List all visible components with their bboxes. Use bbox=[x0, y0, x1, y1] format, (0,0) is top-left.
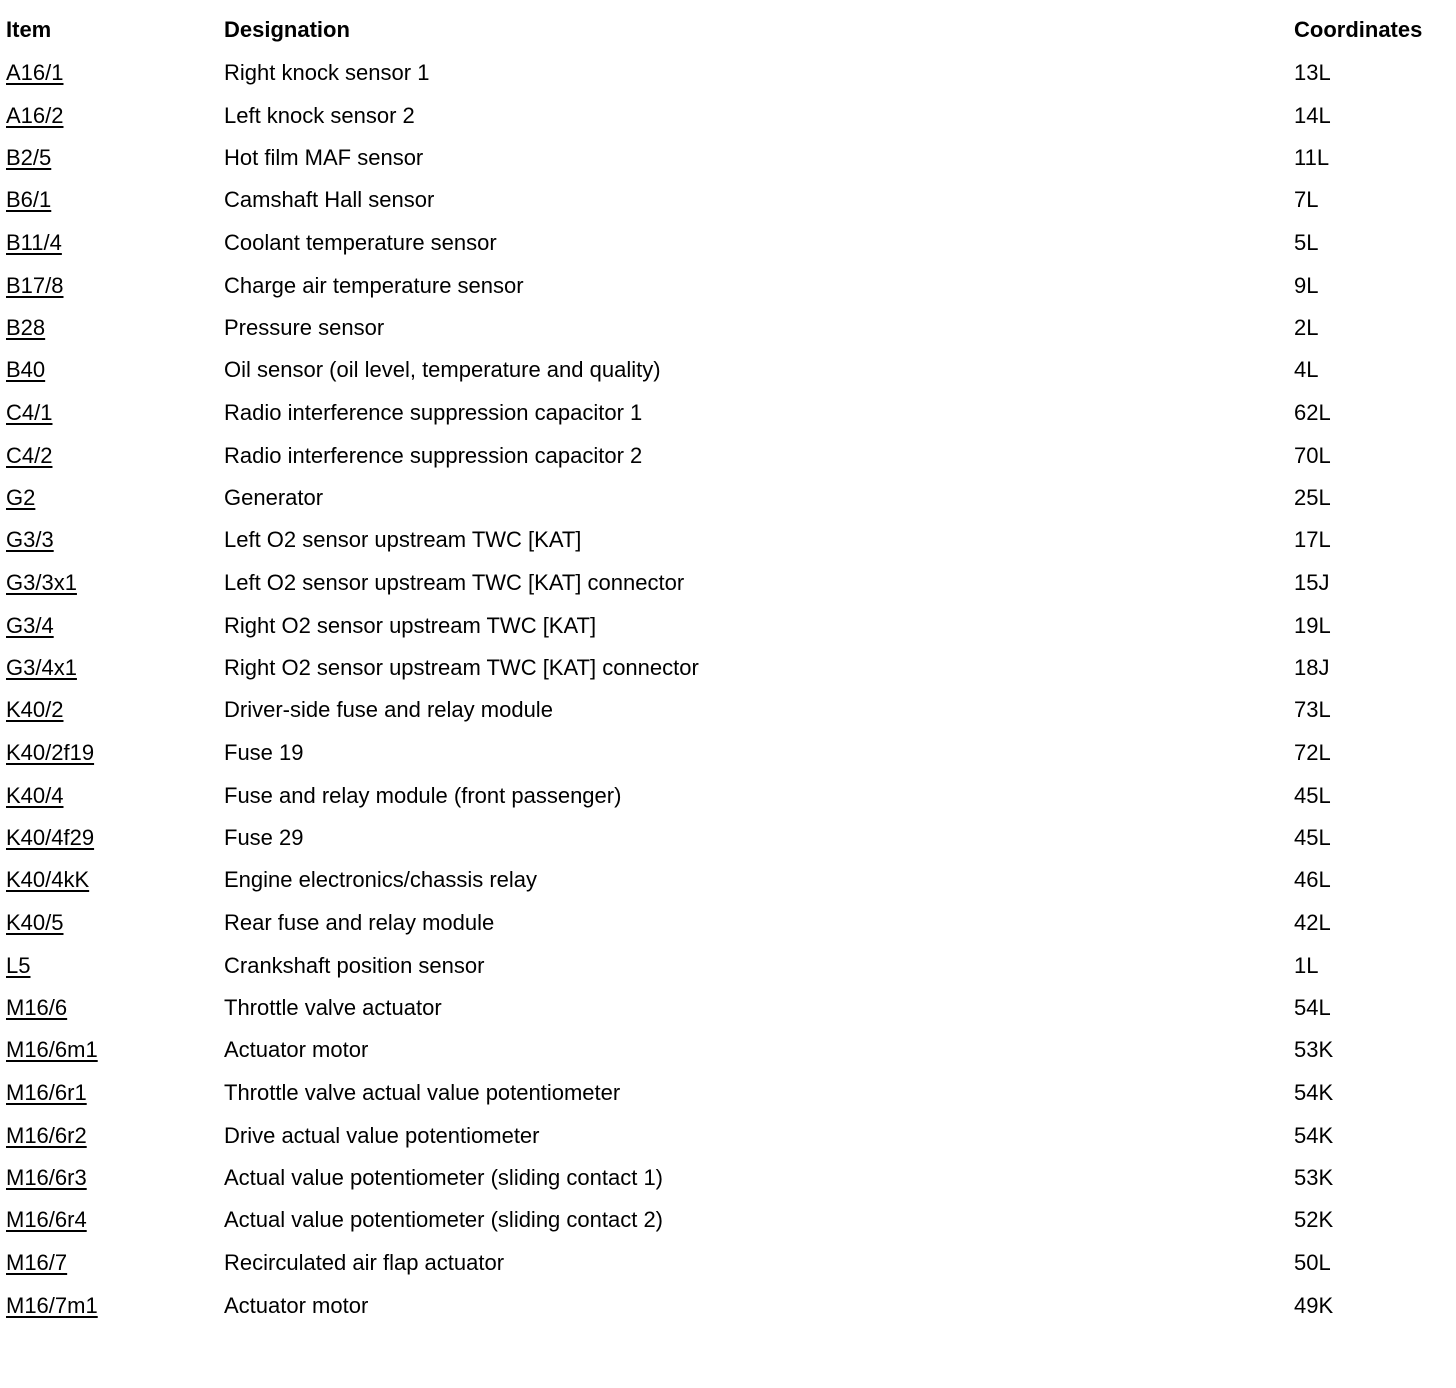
coordinates-cell: 25L bbox=[1294, 485, 1331, 510]
designation-cell: Radio interference suppression capacitor 1 bbox=[224, 400, 643, 425]
coordinates-cell: 2L bbox=[1294, 315, 1319, 340]
item-link[interactable]: C4/2 bbox=[6, 443, 53, 468]
coordinates-cell: 1L bbox=[1294, 953, 1319, 978]
table-row bbox=[0, 1242, 1456, 1284]
table-row bbox=[0, 1115, 1456, 1157]
designation-cell: Fuse and relay module (front passenger) bbox=[224, 783, 622, 808]
coordinates-cell: 19L bbox=[1294, 613, 1331, 638]
table-row bbox=[0, 95, 1456, 137]
table-row bbox=[0, 222, 1456, 264]
item-link[interactable]: G3/4x1 bbox=[6, 655, 77, 680]
item-link[interactable]: K40/4f29 bbox=[6, 825, 95, 850]
table-row bbox=[0, 52, 1456, 94]
item-link[interactable]: A16/2 bbox=[6, 103, 64, 128]
item-link[interactable]: K40/2f19 bbox=[6, 740, 95, 765]
coordinates-cell: 53K bbox=[1294, 1165, 1334, 1190]
designation-cell: Left knock sensor 2 bbox=[224, 103, 415, 128]
item-link[interactable]: B17/8 bbox=[6, 273, 64, 298]
table-row bbox=[0, 987, 1456, 1029]
table-row bbox=[0, 1157, 1456, 1199]
coordinates-cell: 62L bbox=[1294, 400, 1331, 425]
coordinates-cell: 52K bbox=[1294, 1207, 1334, 1232]
table-header bbox=[0, 9, 1456, 51]
designation-cell: Right O2 sensor upstream TWC [KAT] connector bbox=[224, 655, 699, 680]
item-link[interactable]: B2/5 bbox=[6, 145, 52, 170]
designation-cell: Camshaft Hall sensor bbox=[224, 187, 435, 212]
table-row bbox=[0, 1029, 1456, 1071]
designation-cell: Radio interference suppression capacitor 2 bbox=[224, 443, 643, 468]
item-link[interactable]: M16/6r4 bbox=[6, 1207, 87, 1232]
coordinates-cell: 42L bbox=[1294, 910, 1331, 935]
item-link[interactable]: B11/4 bbox=[6, 230, 62, 255]
coordinates-cell: 45L bbox=[1294, 783, 1331, 808]
column-header-item: Item bbox=[6, 17, 52, 42]
designation-cell: Fuse 29 bbox=[224, 825, 304, 850]
item-link[interactable]: K40/5 bbox=[6, 910, 64, 935]
coordinates-cell: 11L bbox=[1294, 145, 1330, 170]
item-link[interactable]: M16/6r1 bbox=[6, 1080, 87, 1105]
table-row bbox=[0, 1072, 1456, 1114]
coordinates-cell: 54L bbox=[1294, 995, 1331, 1020]
table-row bbox=[0, 775, 1456, 817]
item-link[interactable]: M16/6m1 bbox=[6, 1037, 98, 1062]
column-header-coordinates: Coordinates bbox=[1294, 17, 1423, 42]
item-link[interactable]: L5 bbox=[6, 953, 31, 978]
item-link[interactable]: M16/6r2 bbox=[6, 1123, 87, 1148]
designation-cell: Actuator motor bbox=[224, 1037, 369, 1062]
item-link[interactable]: K40/2 bbox=[6, 697, 64, 722]
designation-cell: Hot film MAF sensor bbox=[224, 145, 424, 170]
item-link[interactable]: B6/1 bbox=[6, 187, 52, 212]
coordinates-cell: 4L bbox=[1294, 357, 1319, 382]
table-row bbox=[0, 179, 1456, 221]
designation-cell: Drive actual value potentiometer bbox=[224, 1123, 540, 1148]
table-row bbox=[0, 307, 1456, 349]
item-link[interactable]: A16/1 bbox=[6, 60, 64, 85]
table-row bbox=[0, 647, 1456, 689]
coordinates-cell: 13L bbox=[1294, 60, 1331, 85]
coordinates-cell: 15J bbox=[1294, 570, 1330, 595]
designation-cell: Left O2 sensor upstream TWC [KAT] connector bbox=[224, 570, 685, 595]
designation-cell: Oil sensor (oil level, temperature and quality) bbox=[224, 357, 661, 382]
item-link[interactable]: C4/1 bbox=[6, 400, 53, 425]
table-row bbox=[0, 1199, 1456, 1241]
item-link[interactable]: M16/6 bbox=[6, 995, 68, 1020]
table-row bbox=[0, 519, 1456, 561]
table-row bbox=[0, 137, 1456, 179]
item-link[interactable]: K40/4 bbox=[6, 783, 64, 808]
item-link[interactable]: G3/3x1 bbox=[6, 570, 77, 595]
table-row bbox=[0, 859, 1456, 901]
column-header-designation: Designation bbox=[224, 17, 350, 42]
table-row bbox=[0, 817, 1456, 859]
table-row bbox=[0, 605, 1456, 647]
coordinates-cell: 53K bbox=[1294, 1037, 1334, 1062]
item-link[interactable]: G2 bbox=[6, 485, 36, 510]
designation-cell: Rear fuse and relay module bbox=[224, 910, 495, 935]
designation-cell: Throttle valve actual value potentiometer bbox=[224, 1080, 621, 1105]
coordinates-cell: 54K bbox=[1294, 1080, 1334, 1105]
designation-cell: Engine electronics/chassis relay bbox=[224, 867, 538, 892]
table-row bbox=[0, 562, 1456, 604]
designation-cell: Right O2 sensor upstream TWC [KAT] bbox=[224, 613, 597, 638]
item-link[interactable]: G3/3 bbox=[6, 527, 54, 552]
designation-cell: Actual value potentiometer (sliding contact 2) bbox=[224, 1207, 664, 1232]
table-row bbox=[0, 265, 1456, 307]
table-row bbox=[0, 732, 1456, 774]
item-link[interactable]: B28 bbox=[6, 315, 46, 340]
table-row bbox=[0, 392, 1456, 434]
table-row bbox=[0, 477, 1456, 519]
coordinates-cell: 9L bbox=[1294, 273, 1319, 298]
coordinates-cell: 72L bbox=[1294, 740, 1331, 765]
coordinates-cell: 50L bbox=[1294, 1250, 1331, 1275]
coordinates-cell: 17L bbox=[1294, 527, 1331, 552]
coordinates-cell: 5L bbox=[1294, 230, 1319, 255]
item-link[interactable]: K40/4kK bbox=[6, 867, 90, 892]
item-link[interactable]: G3/4 bbox=[6, 613, 54, 638]
designation-cell: Driver-side fuse and relay module bbox=[224, 697, 553, 722]
coordinates-cell: 73L bbox=[1294, 697, 1331, 722]
item-link[interactable]: M16/6r3 bbox=[6, 1165, 87, 1190]
designation-cell: Pressure sensor bbox=[224, 315, 385, 340]
designation-cell: Actuator motor bbox=[224, 1293, 369, 1318]
designation-cell: Fuse 19 bbox=[224, 740, 304, 765]
item-link[interactable]: M16/7m1 bbox=[6, 1293, 98, 1318]
designation-cell: Recirculated air flap actuator bbox=[224, 1250, 505, 1275]
coordinates-cell: 46L bbox=[1294, 867, 1331, 892]
designation-cell: Throttle valve actuator bbox=[224, 995, 442, 1020]
coordinates-cell: 49K bbox=[1294, 1293, 1334, 1318]
designation-cell: Generator bbox=[224, 485, 324, 510]
coordinates-cell: 45L bbox=[1294, 825, 1331, 850]
item-link[interactable]: B40 bbox=[6, 357, 46, 382]
designation-cell: Actual value potentiometer (sliding contact 1) bbox=[224, 1165, 664, 1190]
table-row bbox=[0, 1285, 1456, 1327]
coordinates-cell: 7L bbox=[1294, 187, 1319, 212]
table-row bbox=[0, 945, 1456, 987]
table-row bbox=[0, 689, 1456, 731]
coordinates-cell: 54K bbox=[1294, 1123, 1334, 1148]
coordinates-cell: 14L bbox=[1294, 103, 1331, 128]
item-link[interactable]: M16/7 bbox=[6, 1250, 68, 1275]
designation-cell: Charge air temperature sensor bbox=[224, 273, 524, 298]
coordinates-cell: 18J bbox=[1294, 655, 1330, 680]
designation-cell: Right knock sensor 1 bbox=[224, 60, 430, 85]
designation-cell: Left O2 sensor upstream TWC [KAT] bbox=[224, 527, 582, 552]
table-row bbox=[0, 902, 1456, 944]
coordinates-cell: 70L bbox=[1294, 443, 1331, 468]
designation-cell: Coolant temperature sensor bbox=[224, 230, 497, 255]
table-row bbox=[0, 435, 1456, 477]
table-row bbox=[0, 349, 1456, 391]
designation-cell: Crankshaft position sensor bbox=[224, 953, 485, 978]
